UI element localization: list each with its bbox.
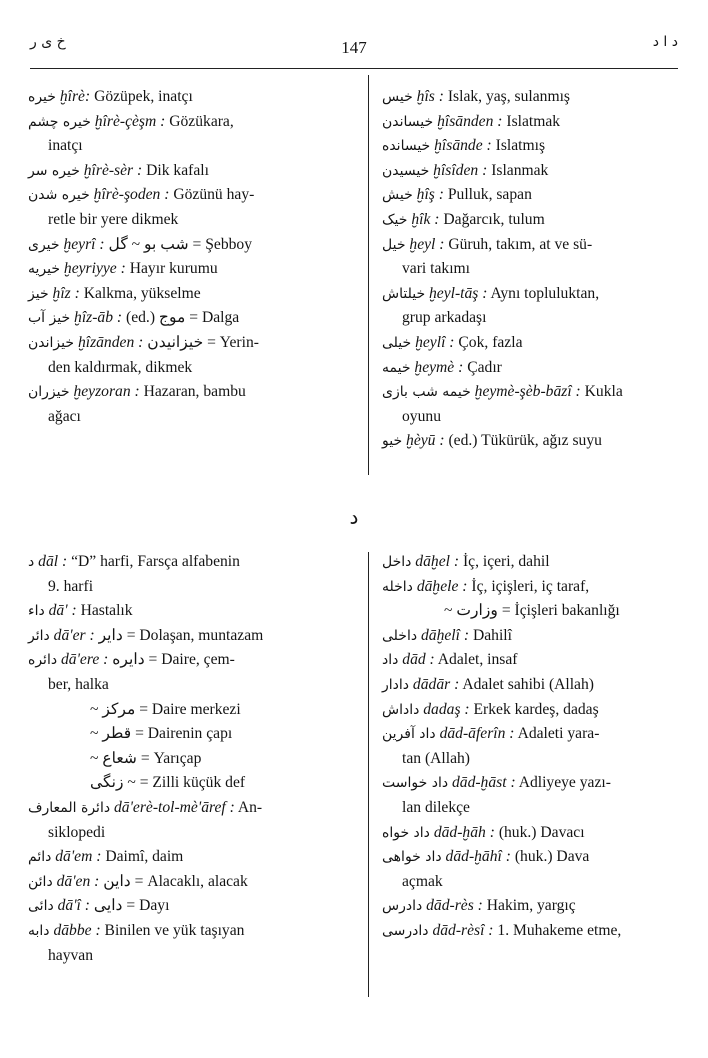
entry-continuation: hayvan	[48, 946, 94, 964]
header-left-guide: خ ی ر	[30, 34, 66, 50]
entry-transliteration: dadaş :	[423, 700, 470, 718]
entry-arabic: خیسیدن	[382, 162, 430, 179]
entry-arabic: خیک	[382, 211, 408, 228]
dictionary-entry	[28, 599, 358, 624]
entry-transliteration: ḫeyrî :	[63, 235, 105, 253]
entry-arabic: خیره سر	[28, 162, 80, 179]
dictionary-entry	[382, 134, 682, 159]
entry-definition: Dik kafalı	[146, 161, 209, 179]
dictionary-entry	[28, 550, 358, 599]
entry-arabic: داداش	[382, 701, 420, 718]
column-top-right	[382, 85, 682, 454]
entry-arabic: خیز آب	[28, 310, 71, 327]
dictionary-entry	[382, 356, 682, 381]
entry-definition: Gözüpek, inatçı	[94, 88, 193, 105]
dictionary-entry	[382, 771, 682, 820]
dictionary-entry	[382, 821, 682, 846]
entry-definition: خیزانیدن = Yerin-	[147, 333, 259, 351]
entry-continuation: lan dilekçe	[402, 798, 470, 816]
dictionary-entry	[382, 624, 682, 649]
entry-transliteration: dād-ḫāhî :	[445, 848, 511, 866]
dictionary-entry	[382, 282, 682, 331]
entry-definition: Hakim, yargıç	[486, 897, 576, 915]
dictionary-entry	[382, 575, 682, 600]
entry-definition: Çadır	[467, 358, 502, 376]
entry-arabic: دابه	[28, 922, 50, 939]
entry-transliteration: dā'ere :	[61, 651, 109, 669]
entry-definition: Adalet sahibi (Allah)	[462, 675, 594, 693]
entry-continuation: açmak	[402, 872, 443, 890]
entry-arabic: خیزران	[28, 384, 70, 401]
dictionary-entry	[28, 796, 358, 845]
entry-transliteration: ḫîş :	[416, 186, 444, 204]
entry-transliteration: ḫîk :	[411, 210, 440, 228]
entry-definition: (huk.) Dava	[514, 848, 590, 866]
entry-transliteration: dāḫel :	[415, 553, 460, 570]
entry-definition: An-	[237, 798, 263, 816]
entry-arabic: خیل	[382, 236, 406, 253]
entry-transliteration: dābbe :	[53, 921, 101, 939]
dictionary-entry	[28, 845, 358, 870]
entry-transliteration: dā'erè-tol-mè'āref :	[113, 798, 235, 816]
entry-arabic: خیزاندن	[28, 334, 75, 351]
column-bottom-right	[382, 550, 682, 944]
entry-arabic: خیریه	[28, 261, 61, 278]
entry-definition: Binilen ve yük taşıyan	[104, 921, 245, 939]
entry-definition: داین = Alacaklı, alacak	[103, 872, 248, 890]
dictionary-entry	[28, 894, 358, 919]
dictionary-entry	[382, 648, 682, 673]
entry-definition: دایر = Dolaşan, muntazam	[98, 626, 264, 644]
entry-definition: Hazaran, bambu	[143, 383, 246, 401]
entry-transliteration: dā'er :	[53, 626, 95, 644]
dictionary-entry	[382, 429, 682, 454]
column-top-left	[28, 85, 358, 429]
entry-arabic: د	[28, 554, 35, 570]
entry-continuation: inatçı	[48, 137, 83, 155]
dictionary-entry	[28, 282, 358, 307]
entry-arabic: دادرس	[382, 898, 423, 915]
entry-definition: Gözünü hay-	[173, 186, 255, 204]
entry-continuation: 9. harfi	[48, 577, 94, 595]
entry-transliteration: dād-rèsî :	[432, 921, 494, 939]
entry-arabic: دائره	[28, 652, 58, 669]
entry-transliteration: ḫeymè :	[414, 358, 464, 376]
entry-definition: دایره = Daire, çem-	[112, 651, 235, 669]
page-header	[30, 34, 678, 62]
entry-transliteration: ḫîz :	[52, 284, 80, 302]
sub-entry: ~ شعاع = Yarıçap	[90, 749, 202, 767]
dictionary-entry	[28, 85, 358, 110]
entry-continuation: retle bir yere dikmek	[48, 210, 179, 228]
sub-entry: ~ قطر = Dairenin çapı	[90, 725, 233, 743]
entry-definition: Aynı topluluktan,	[490, 284, 600, 302]
entry-arabic: خیره	[28, 89, 56, 105]
entry-arabic: داد خواه	[382, 824, 430, 841]
dictionary-entry	[382, 550, 682, 575]
entry-arabic: داخله	[382, 578, 413, 595]
entry-arabic: خیری	[28, 236, 60, 253]
entry-definition: Dağarcık, tulum	[443, 210, 545, 228]
entry-arabic: داد خواست	[382, 775, 449, 792]
entry-transliteration: ḫîrè-şoden :	[93, 186, 170, 204]
entry-continuation: siklopedi	[48, 823, 106, 841]
entry-definition: 1. Muhakeme etme,	[497, 921, 622, 939]
dictionary-entry	[28, 331, 358, 380]
entry-transliteration: ḫeylî :	[415, 333, 455, 351]
dictionary-entry	[28, 233, 358, 258]
entry-transliteration: dāḫele :	[416, 577, 468, 595]
dictionary-entry	[28, 380, 358, 429]
header-right-guide: د ا د	[652, 34, 678, 50]
entry-definition: (ed.) Tükürük, ağız suyu	[448, 432, 602, 450]
dictionary-entry	[382, 331, 682, 356]
entry-transliteration: dā'em :	[55, 848, 102, 866]
entry-arabic: خیساندن	[382, 113, 434, 130]
entry-continuation: den kaldırmak, dikmek	[48, 358, 193, 376]
entry-continuation: grup arkadaşı	[402, 309, 487, 327]
column-divider-bottom	[368, 552, 369, 997]
entry-arabic: خیو	[382, 433, 403, 450]
entry-definition: Adaleti yara-	[517, 725, 600, 743]
entry-arabic: خیسانده	[382, 138, 431, 155]
dictionary-entry	[382, 208, 682, 233]
dictionary-entry	[382, 233, 682, 282]
entry-definition: Çok, fazla	[458, 333, 523, 351]
dictionary-entry	[28, 183, 358, 232]
entry-definition: Islatmış	[495, 137, 546, 155]
entry-transliteration: ḫèyū :	[406, 432, 445, 450]
dictionary-entry	[382, 845, 682, 894]
entry-arabic: خیس	[382, 89, 413, 105]
sub-entry: ~ مرکز = Daire merkezi	[90, 700, 241, 718]
entry-definition: Dahilî	[472, 626, 512, 644]
entry-transliteration: ḫîzānden :	[77, 333, 144, 351]
entry-transliteration: dād :	[402, 651, 435, 669]
entry-definition: Güruh, takım, at ve sü-	[448, 235, 593, 253]
entry-arabic: خیلتاش	[382, 285, 426, 302]
entry-transliteration: ḫîsānden :	[437, 112, 503, 130]
dictionary-entry	[382, 673, 682, 698]
entry-arabic: خیره شدن	[28, 187, 90, 204]
entry-continuation: ağacı	[48, 407, 81, 425]
entry-transliteration: dād-ḫāh :	[433, 823, 495, 841]
entry-arabic: دائر	[28, 627, 50, 644]
entry-arabic: داد آفرین	[382, 726, 436, 743]
entry-transliteration: ḫîrè-sèr :	[83, 161, 143, 179]
entry-definition: İç, içeri, dahil	[462, 553, 550, 570]
entry-definition: Hayır kurumu	[129, 260, 218, 278]
dictionary-entry	[382, 919, 682, 944]
entry-transliteration: ḫeyzoran :	[73, 383, 140, 401]
dictionary-entry	[28, 919, 358, 968]
entry-definition: Erkek kardeş, dadaş	[473, 700, 599, 718]
entry-transliteration: dā'en :	[56, 872, 100, 890]
dictionary-entry	[382, 110, 682, 135]
entry-arabic: خیلی	[382, 334, 412, 351]
dictionary-entry	[28, 110, 358, 159]
entry-arabic: خیش	[382, 187, 413, 204]
section-letter: د	[349, 505, 359, 529]
entry-transliteration: dā' :	[48, 602, 77, 620]
entry-definition: Islak, yaş, sulanmış	[447, 88, 570, 105]
entry-definition: دایی = Dayı	[93, 897, 170, 915]
entry-transliteration: ḫîz-āb :	[74, 309, 123, 327]
sub-entry: ~ وزارت = İçişleri bakanlığı	[444, 602, 620, 620]
entry-arabic: داد خواهی	[382, 849, 442, 866]
entry-arabic: دادار	[382, 676, 410, 693]
entry-definition: Adliyeye yazı-	[518, 774, 611, 792]
entry-arabic: خیره چشم	[28, 113, 91, 130]
entry-definition: Islatmak	[506, 112, 561, 130]
entry-arabic: خیمه	[382, 359, 411, 376]
entry-transliteration: ḫeyl-tāş :	[429, 284, 488, 302]
entry-arabic: دائم	[28, 849, 52, 866]
entry-transliteration: dā'î :	[57, 897, 90, 915]
dictionary-entry	[382, 380, 682, 429]
entry-transliteration: ḫîsîden :	[433, 161, 488, 179]
entry-transliteration: dād-āferîn :	[439, 725, 515, 743]
dictionary-entry	[28, 306, 358, 331]
dictionary-entry	[382, 183, 682, 208]
entry-transliteration: dādār :	[412, 675, 460, 693]
entry-definition: Daimî, daim	[105, 848, 184, 866]
entry-transliteration: ḫîs :	[416, 88, 444, 105]
entry-transliteration: ḫîsānde :	[434, 137, 492, 155]
entry-arabic: داء	[28, 603, 45, 620]
entry-arabic: دائن	[28, 873, 53, 890]
column-divider-top	[368, 75, 369, 475]
entry-definition: Kukla	[584, 383, 623, 401]
entry-arabic: دائی	[28, 898, 54, 915]
entry-definition: Islanmak	[491, 161, 549, 179]
dictionary-entry	[382, 894, 682, 919]
entry-transliteration: dād-ḫāst :	[451, 774, 516, 792]
dictionary-entry	[382, 159, 682, 184]
entry-transliteration: ḫeyl :	[409, 235, 445, 253]
entry-arabic: داخل	[382, 554, 412, 570]
entry-transliteration: dād-rès :	[426, 897, 483, 915]
entry-definition: شب بو ~ گل = Şebboy	[108, 235, 253, 253]
entry-transliteration: ḫîrè:	[59, 88, 91, 105]
column-bottom-left	[28, 550, 358, 968]
entry-definition: (huk.) Davacı	[498, 823, 585, 841]
entry-transliteration: dāḫelî :	[421, 626, 470, 644]
entry-arabic: خیمه شب بازی	[382, 384, 471, 401]
entry-arabic: داد	[382, 652, 399, 669]
dictionary-entry	[382, 722, 682, 771]
dictionary-entry	[28, 870, 358, 895]
entry-transliteration: dāl :	[38, 553, 68, 570]
entry-continuation: oyunu	[402, 407, 441, 425]
entry-transliteration: ḫeymè-şèb-bāzî :	[474, 383, 581, 401]
sub-entry: زنگی ~ = Zilli küçük def	[90, 774, 246, 792]
entry-definition: Hastalık	[80, 602, 133, 620]
entry-arabic: داخلی	[382, 627, 418, 644]
entry-transliteration: ḫîrè-çèşm :	[94, 112, 166, 130]
entry-definition: “D” harfi, Farsça alfabenin	[71, 553, 240, 570]
entry-continuation: ber, halka	[48, 675, 109, 693]
entry-definition: Adalet, insaf	[437, 651, 518, 669]
entry-definition: Kalkma, yükselme	[83, 284, 201, 302]
dictionary-entry	[28, 257, 358, 282]
entry-continuation: tan (Allah)	[402, 749, 470, 767]
entry-definition: Gözükara,	[169, 112, 234, 130]
entry-arabic: دادرسی	[382, 922, 429, 939]
entry-arabic: خیز	[28, 285, 49, 302]
dictionary-entry	[28, 648, 358, 697]
dictionary-entry	[382, 85, 682, 110]
dictionary-entry	[382, 698, 682, 723]
entry-continuation: vari takımı	[402, 260, 470, 278]
entry-arabic: دائرة المعارف	[28, 799, 111, 816]
entry-definition: İç, içişleri, iç taraf,	[471, 577, 590, 595]
header-rule	[30, 68, 678, 69]
entry-definition: (ed.) موج = Dalga	[126, 309, 240, 327]
dictionary-entry	[28, 624, 358, 649]
entry-transliteration: ḫeyriyye :	[63, 260, 126, 278]
page-number: 147	[341, 38, 367, 57]
entry-definition: Pulluk, sapan	[447, 186, 532, 204]
dictionary-entry	[28, 159, 358, 184]
